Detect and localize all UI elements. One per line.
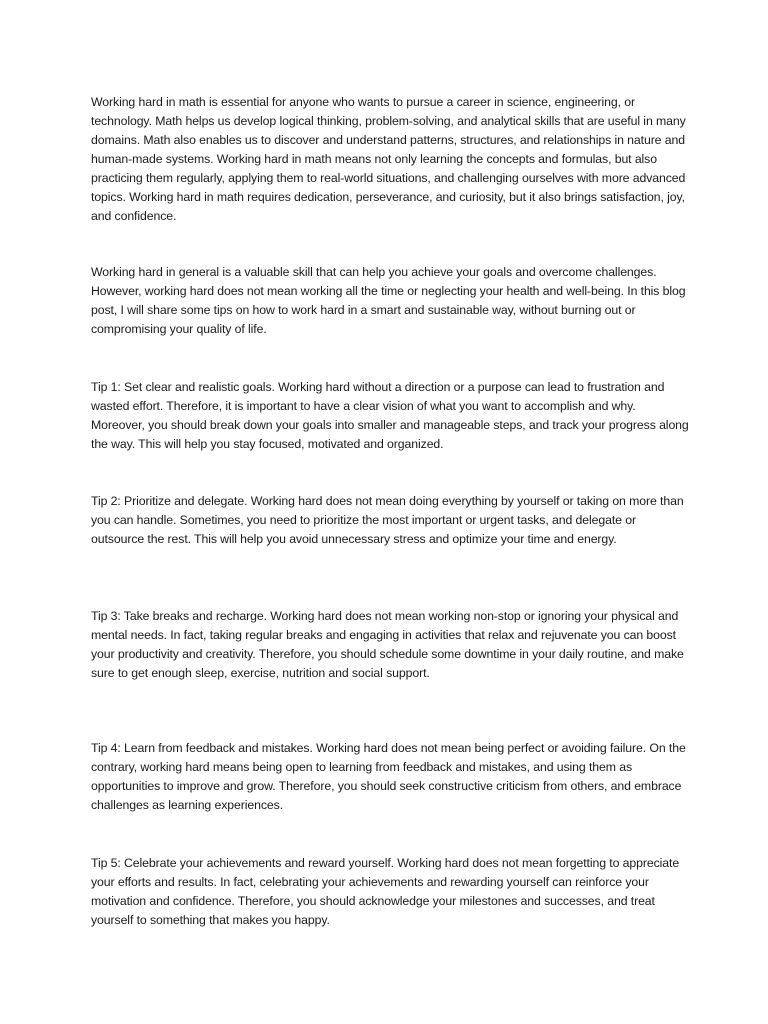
intro-math-paragraph: Working hard in math is essential for anyone who wants to pursue a career in science, engineering, or technology. Math helps us develop logical thinking, problem-solving, and analytical skills that are useful in many domains. Math also enables us to discover and understand patterns, structures, and relationships in nature and human-made systems. Working hard in math means not only learning the concepts and formulas, but also practicing them regularly, applying them to real-world situations, and challenging ourselves with more advanced topics. Working hard in math requires dedication, perseverance, and curiosity, but it also brings satisfaction, joy, and confidence. <box>91 95 686 223</box>
tip-1-paragraph: Tip 1: Set clear and realistic goals. Working hard without a direction or a purpose can lead to frustration and wasted effort. Therefore, it is important to have a clear vision of what you want to accomplish and why. Moreover, you should break down your goals into smaller and manageable steps, and track your progress along the way. This will help you stay focused, motivated and organized. <box>91 380 689 451</box>
tip-3-paragraph: Tip 3: Take breaks and recharge. Working hard does not mean working non-stop or ignoring your physical and mental needs. In fact, taking regular breaks and engaging in activities that relax and rejuvenate you can boost your productivity and creativity. Therefore, you should schedule some downtime in your daily routine, and make sure to get enough sleep, exercise, nutrition and social support. <box>91 609 684 680</box>
tip-4-paragraph: Tip 4: Learn from feedback and mistakes. Working hard does not mean being perfect or avoiding failure. On the contrary, working hard means being open to learning from feedback and mistakes, and using them as opportunities to improve and grow. Therefore, you should seek constructive criticism from others, and embrace challenges as learning experiences. <box>91 741 686 812</box>
intro-general-paragraph: Working hard in general is a valuable skill that can help you achieve your goals and overcome challenges. However, working hard does not mean working all the time or neglecting your health and well-being. In this blog post, I will share some tips on how to work hard in a smart and sustainable way, without burning out or compromising your quality of life. <box>91 265 686 336</box>
tip-5-paragraph: Tip 5: Celebrate your achievements and reward yourself. Working hard does not mean forgetting to appreciate your efforts and results. In fact, celebrating your achievements and rewarding yourself can reinforce your motivation and confidence. Therefore, you should acknowledge your milestones and successes, and treat yourself to something that makes you happy. <box>91 856 680 927</box>
tip-2-paragraph: Tip 2: Prioritize and delegate. Working hard does not mean doing everything by yourself or taking on more than you can handle. Sometimes, you need to prioritize the most important or urgent tasks, and delegate or outsource the rest. This will help you avoid unnecessary stress and optimize your time and energy. <box>91 494 684 546</box>
